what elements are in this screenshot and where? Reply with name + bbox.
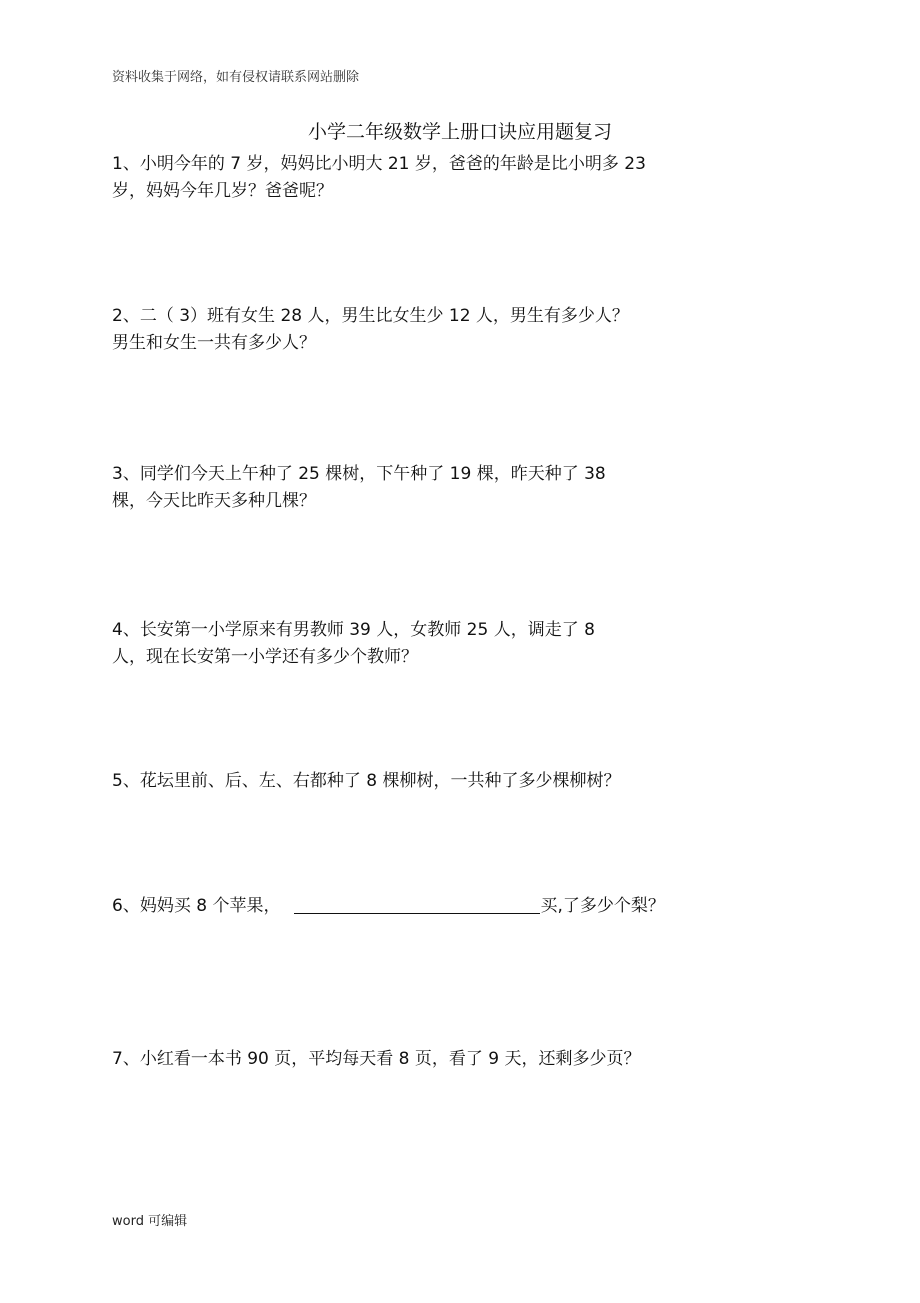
problem-3: [112, 461, 606, 515]
problem-2-line-2: 男生和女生一共有多少人？: [112, 333, 316, 353]
problem-4-line-1: 4、长安第一小学原来有男教师 39 人，女教师 25 人，调走了 8: [112, 620, 595, 640]
problem-3-line-1: 3、同学们今天上午种了 25 棵树，下午种了 19 棵，昨天种了 38: [112, 464, 606, 484]
answer-blank-line: [294, 893, 540, 914]
page-title: 小学二年级数学上册口诀应用题复习: [307, 121, 612, 143]
problem-4-line-2: 人，现在长安第一小学还有多少个教师？: [112, 647, 418, 667]
problem-1-line-1: 1、小明今年的 7 岁，妈妈比小明大 21 岁，爸爸的年龄是比小明多 23: [112, 154, 646, 174]
problem-1: [112, 151, 646, 205]
problem-3-line-2: 棵，今天比昨天多种几棵？: [112, 491, 316, 511]
problem-5-line-1: 5、花坛里前、后、左、右都种了 8 棵柳树，一共种了多少棵柳树？: [112, 771, 621, 791]
problem-6-text-before-blank: 6、妈妈买 8 个苹果，: [112, 896, 281, 916]
problem-4: [112, 617, 595, 671]
problem-1-line-2: 岁，妈妈今年几岁？爸爸呢？: [112, 181, 333, 201]
problem-7: [112, 1046, 641, 1073]
problem-7-line-1: 7、小红看一本书 90 页，平均每天看 8 页，看了 9 天，还剩多少页？: [112, 1049, 641, 1069]
problem-5: [112, 768, 620, 795]
problem-6: [112, 893, 665, 920]
problem-2: [112, 303, 629, 357]
footer-note: word 可编辑: [112, 1214, 188, 1229]
header-note: 资料收集于网络，如有侵权请联系网站删除: [112, 70, 360, 85]
problem-2-line-1: 2、二（ 3）班有女生 28 人，男生比女生少 12 人，男生有多少人？: [112, 306, 629, 326]
problem-6-text-after-blank: 买,了多少个梨？: [540, 896, 665, 916]
